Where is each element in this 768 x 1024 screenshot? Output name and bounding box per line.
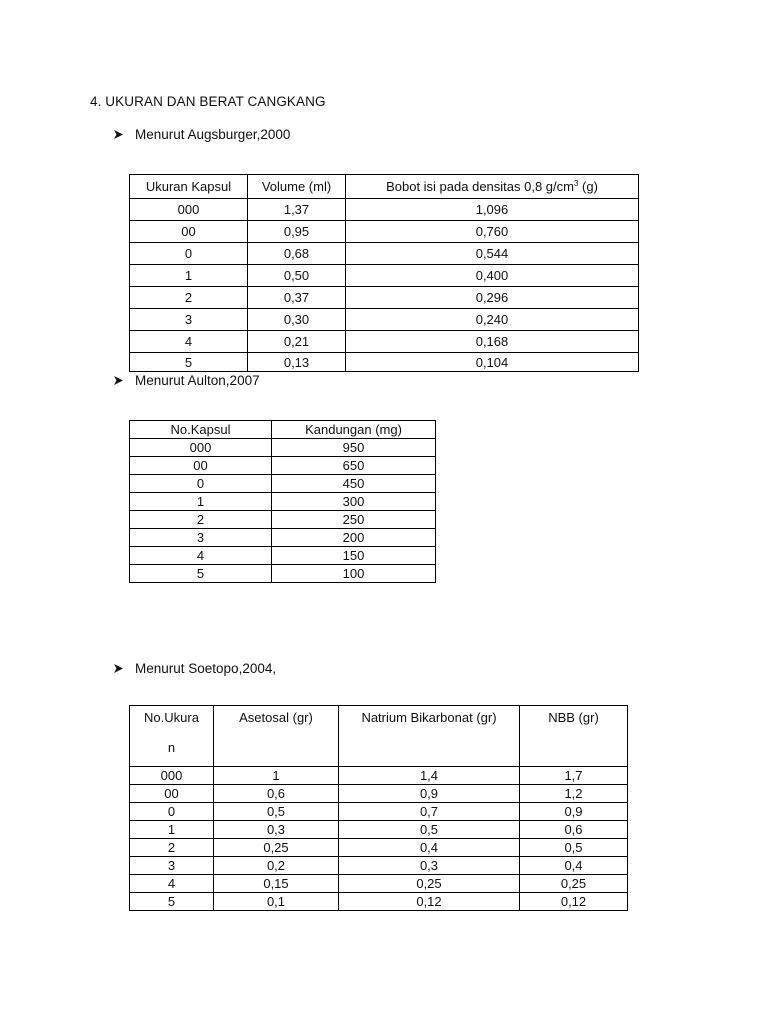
table-header-row [130, 706, 628, 767]
header-cell: NBB (gr) [520, 706, 628, 767]
header-cell: Ukuran Kapsul [130, 175, 248, 199]
table-cell: 0,2 [214, 857, 339, 875]
bullet-augsburger [113, 127, 290, 142]
table-cell: 3 [130, 309, 248, 331]
table-cell: 1 [130, 493, 272, 511]
table-row [130, 287, 639, 309]
table-row [130, 565, 436, 583]
header-cell: No.Kapsul [130, 421, 272, 439]
table-cell: 000 [130, 439, 272, 457]
table-row [130, 475, 436, 493]
table-row [130, 803, 628, 821]
table-row [130, 857, 628, 875]
header-cell: Natrium Bikarbonat (gr) [339, 706, 520, 767]
table-row [130, 839, 628, 857]
table-cell: 1 [130, 265, 248, 287]
table-cell: 0,6 [520, 821, 628, 839]
table-cell: 0,25 [520, 875, 628, 893]
table-cell: 0,5 [339, 821, 520, 839]
header-cell: Asetosal (gr) [214, 706, 339, 767]
header-text-wrap: n [167, 740, 176, 755]
table-row [130, 893, 628, 911]
table-row [130, 457, 436, 475]
table-row [130, 547, 436, 565]
table-cell: 2 [130, 511, 272, 529]
table-cell: 0,3 [339, 857, 520, 875]
table-cell: 0,21 [248, 331, 346, 353]
table-row [130, 331, 639, 353]
header-text: Bobot isi pada densitas 0,8 g/cm [386, 179, 574, 194]
table-row [130, 493, 436, 511]
bullet-label: Menurut Soetopo,2004, [135, 661, 277, 676]
table-cell: 0,5 [520, 839, 628, 857]
table-cell: 0,7 [339, 803, 520, 821]
table-cell: 650 [272, 457, 436, 475]
table-cell: 0 [130, 475, 272, 493]
table-soetopo [129, 705, 628, 911]
table-cell: 0,4 [520, 857, 628, 875]
table-cell: 0,12 [339, 893, 520, 911]
table-row [130, 221, 639, 243]
table-cell: 0,37 [248, 287, 346, 309]
table-cell: 0,240 [346, 309, 639, 331]
table-cell: 5 [130, 893, 214, 911]
table-cell: 0,544 [346, 243, 639, 265]
table-cell: 0,104 [346, 353, 639, 372]
table-cell: 000 [130, 199, 248, 221]
table-cell: 250 [272, 511, 436, 529]
bullet-label: Menurut Aulton,2007 [135, 373, 260, 388]
table-row [130, 875, 628, 893]
table-cell: 0,296 [346, 287, 639, 309]
table-cell: 300 [272, 493, 436, 511]
table-header-row [130, 421, 436, 439]
table-cell: 1 [214, 767, 339, 785]
header-text: No.Ukura [144, 710, 199, 725]
table-cell: 150 [272, 547, 436, 565]
table-row [130, 511, 436, 529]
table-cell: 3 [130, 857, 214, 875]
table-cell: 1 [130, 821, 214, 839]
table-cell: 1,2 [520, 785, 628, 803]
table-cell: 0,68 [248, 243, 346, 265]
table-cell: 0,6 [214, 785, 339, 803]
table-cell: 2 [130, 287, 248, 309]
table-cell: 0,400 [346, 265, 639, 287]
table-row [130, 821, 628, 839]
section-heading: 4. UKURAN DAN BERAT CANGKANG [90, 94, 326, 109]
table-cell: 000 [130, 767, 214, 785]
arrow-bullet-icon [113, 373, 135, 388]
table-cell: 0 [130, 243, 248, 265]
table-cell: 0,30 [248, 309, 346, 331]
table-cell: 0,25 [339, 875, 520, 893]
header-text: (g) [578, 179, 598, 194]
table-cell: 0,1 [214, 893, 339, 911]
table-aulton [129, 420, 436, 583]
table-cell: 0,13 [248, 353, 346, 372]
table-cell: 0,5 [214, 803, 339, 821]
header-cell [130, 706, 214, 767]
table-cell: 00 [130, 785, 214, 803]
table-cell: 100 [272, 565, 436, 583]
table-row [130, 265, 639, 287]
table-cell: 0,15 [214, 875, 339, 893]
table-row [130, 529, 436, 547]
table-row [130, 767, 628, 785]
superscript: 3 [573, 179, 579, 188]
arrow-bullet-icon [113, 127, 135, 142]
table-row [130, 439, 436, 457]
table-cell: 1,37 [248, 199, 346, 221]
table-cell: 0,9 [339, 785, 520, 803]
table-cell: 1,7 [520, 767, 628, 785]
table-cell: 0,12 [520, 893, 628, 911]
table-cell: 450 [272, 475, 436, 493]
table-cell: 4 [130, 331, 248, 353]
table-cell: 5 [130, 565, 272, 583]
table-cell: 0,3 [214, 821, 339, 839]
table-cell: 0,4 [339, 839, 520, 857]
header-cell: Kandungan (mg) [272, 421, 436, 439]
table-cell: 200 [272, 529, 436, 547]
table-row [130, 309, 639, 331]
bullet-aulton [113, 373, 260, 388]
bullet-soetopo [113, 661, 276, 676]
table-augsburger [129, 174, 639, 372]
table-cell: 1,096 [346, 199, 639, 221]
table-cell: 0,95 [248, 221, 346, 243]
table-row [130, 199, 639, 221]
table-cell: 4 [130, 875, 214, 893]
table-cell: 1,4 [339, 767, 520, 785]
table-cell: 00 [130, 221, 248, 243]
table-cell: 2 [130, 839, 214, 857]
table-cell: 0,25 [214, 839, 339, 857]
table-cell: 00 [130, 457, 272, 475]
table-row [130, 353, 639, 372]
header-cell [346, 175, 639, 199]
table-header-row [130, 175, 639, 199]
table-row [130, 243, 639, 265]
header-cell: Volume (ml) [248, 175, 346, 199]
table-cell: 5 [130, 353, 248, 372]
table-cell: 3 [130, 529, 272, 547]
bullet-label: Menurut Augsburger,2000 [135, 127, 291, 142]
table-cell: 4 [130, 547, 272, 565]
table-cell: 0,168 [346, 331, 639, 353]
arrow-bullet-icon [113, 661, 135, 676]
table-cell: 0,9 [520, 803, 628, 821]
table-cell: 0,760 [346, 221, 639, 243]
table-row [130, 785, 628, 803]
table-cell: 0 [130, 803, 214, 821]
table-cell: 950 [272, 439, 436, 457]
table-cell: 0,50 [248, 265, 346, 287]
